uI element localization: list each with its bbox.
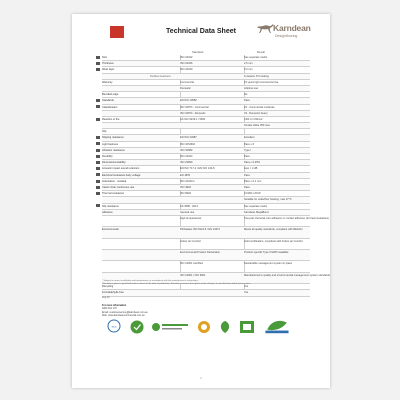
row-result: Product specific Type III EPD available bbox=[244, 251, 289, 255]
row-result: Karndean MegaBond bbox=[244, 210, 269, 214]
row-result: 2.5 mm bbox=[244, 62, 253, 66]
row-standard: Commercial bbox=[180, 80, 194, 84]
row-standard: ISO 10582 bbox=[180, 148, 193, 152]
row-standard: ISO 14001 / ISO 9001 bbox=[180, 273, 206, 277]
row-standard: ISO 24344 bbox=[180, 155, 193, 158]
row-property: Thermal resistance bbox=[102, 192, 125, 196]
contact-block bbox=[102, 304, 302, 318]
property-icon bbox=[96, 61, 101, 66]
table-row bbox=[102, 239, 310, 250]
row-standard: AS ISO 9239.1 / 5660 bbox=[180, 117, 206, 121]
row-property: Indentation - residual bbox=[102, 179, 127, 183]
floorscore-logo-icon bbox=[196, 319, 212, 335]
row-property: Adhesive bbox=[102, 210, 113, 214]
leed-logo-icon bbox=[238, 319, 256, 335]
document-ref: Aug 20 bbox=[102, 296, 110, 299]
datasheet-page bbox=[72, 14, 330, 388]
row-standard: AS 4586 : 2013 bbox=[180, 204, 198, 208]
property-icon bbox=[96, 160, 101, 165]
row-result: Two-part chemical cure adhesive or contact adhesive (for heat resistance) bbox=[244, 216, 329, 220]
property-icon bbox=[96, 173, 101, 178]
row-property: Slip bbox=[102, 130, 107, 134]
row-result: Manufactured to quality and environmental management system standards bbox=[244, 273, 330, 277]
good-environmental-choice-logo-icon bbox=[216, 319, 234, 335]
contact-phone: 1800 331 170 bbox=[102, 307, 117, 311]
property-icon bbox=[96, 142, 101, 147]
row-property: Reaction to fire bbox=[102, 117, 120, 121]
table-row bbox=[102, 216, 329, 227]
row-standard: ISO 8302 bbox=[180, 192, 191, 196]
property-icon bbox=[96, 166, 101, 171]
row-standard: EN ISO 10582 bbox=[180, 99, 197, 103]
row-standard: Phthalates ISO 8124-6 / EN 14372 bbox=[180, 228, 220, 232]
row-property: Standards bbox=[102, 99, 114, 103]
row-standard: Domestic bbox=[180, 86, 191, 90]
row-result: Pass ≤ 0.1 mm bbox=[244, 179, 262, 183]
row-result: Suitable for underfloor heating, max 27°C bbox=[244, 198, 292, 202]
row-standard: General use bbox=[180, 210, 195, 214]
row-result: Lifetime use bbox=[244, 86, 258, 90]
row-standard: ISO 14001 Certified bbox=[180, 262, 203, 266]
row-standard: Indoor air Comfort bbox=[180, 239, 201, 243]
row-result: 33 - Domestic heavy bbox=[244, 111, 268, 115]
global-greentag-logo-icon bbox=[262, 319, 292, 335]
spec-table bbox=[102, 55, 330, 297]
footnote: This data is given in good faith and is correct at the date of publication. Karndean reserves the right to make changes to specifications without prior notice. bbox=[102, 283, 251, 286]
svg-text:eco: eco bbox=[111, 324, 117, 329]
contact-email[interactable]: customerservice@karndean.com.au bbox=[109, 310, 148, 314]
row-property: Castor chair continuous use bbox=[102, 185, 135, 189]
email-label: Email: bbox=[102, 310, 109, 314]
row-standard: ISO 10874 - Commercial bbox=[180, 105, 209, 109]
row-result: ΔLw = 4 dB bbox=[244, 167, 258, 171]
row-property: Abrasion resistance bbox=[102, 148, 125, 152]
certification-logos bbox=[104, 319, 304, 337]
karndean-logo bbox=[256, 21, 316, 43]
row-result: No bbox=[244, 93, 248, 97]
row-result: 0.3 mm bbox=[244, 68, 253, 72]
brand-tagline: Designflooring bbox=[275, 34, 298, 38]
row-property: Warranty bbox=[102, 80, 113, 84]
row-result: CRF 3.1 kW/m2 bbox=[244, 117, 263, 121]
row-standard: ISO 23999 bbox=[180, 161, 193, 165]
property-icon bbox=[96, 67, 101, 72]
row-standard: ISO 24340 bbox=[180, 68, 193, 72]
brand-name: Karndean bbox=[273, 23, 311, 33]
row-result: Pass ≥ 6 bbox=[244, 142, 255, 146]
row-standard: ISO 10874 - Domestic bbox=[180, 111, 206, 115]
row-result: 15 years light commercial use bbox=[244, 80, 279, 84]
column-standard-header: Standard bbox=[192, 50, 204, 54]
row-result: Yes bbox=[244, 291, 249, 295]
property-icon bbox=[96, 98, 101, 103]
property-icon bbox=[96, 154, 101, 159]
property-icon bbox=[96, 148, 101, 153]
row-result: K-Guard+ PU coating bbox=[244, 74, 269, 78]
row-result: Sustainable management system in place bbox=[244, 262, 293, 266]
row-result: Pass bbox=[244, 185, 250, 189]
row-property: Flexibility bbox=[102, 155, 113, 158]
row-property: Electrical resistance body voltage bbox=[102, 173, 141, 177]
row-result: Meets all quality standards, compliant with REACH bbox=[244, 228, 303, 232]
row-result: Type I bbox=[244, 148, 252, 152]
gbca-logo-icon bbox=[150, 319, 190, 335]
row-property: Formaldehyde free bbox=[102, 291, 124, 295]
row-result: See separate matrix bbox=[244, 204, 268, 208]
table-row bbox=[102, 290, 310, 296]
row-result: Pass bbox=[244, 99, 250, 103]
property-icon bbox=[96, 191, 101, 196]
row-property: Slipping resistance bbox=[102, 136, 124, 140]
row-standard: ISO 105-B02 bbox=[180, 142, 195, 146]
contact-heading: For more information bbox=[102, 304, 127, 307]
row-standard: ISO 24346 bbox=[180, 62, 193, 66]
row-property: Light fastness bbox=[102, 142, 119, 146]
row-standard: EN 1815 bbox=[180, 173, 191, 177]
row-property: Recycling bbox=[102, 285, 114, 289]
property-icon bbox=[96, 179, 101, 184]
row-property: Dimensional stability bbox=[102, 161, 126, 165]
property-icon bbox=[96, 204, 101, 209]
contact-web[interactable]: www.karndeancommercial.com.au bbox=[108, 314, 145, 318]
row-result: Excellent bbox=[244, 136, 255, 140]
table-row bbox=[102, 227, 310, 238]
page-number: 1 bbox=[200, 377, 202, 380]
row-result: Smoke Value 350 max bbox=[244, 124, 270, 128]
property-icon bbox=[96, 135, 101, 140]
row-property: Size bbox=[102, 56, 108, 59]
column-result-header: Result bbox=[257, 50, 265, 54]
row-standard: ISO 24342 bbox=[180, 56, 193, 59]
footnote: * Subject to correct installation and maintenance in accordance with the manufacturer's instructions. bbox=[102, 279, 199, 282]
row-result: Pass bbox=[244, 173, 250, 177]
property-icon bbox=[96, 105, 101, 110]
row-result: Yes bbox=[244, 285, 249, 289]
property-icon bbox=[96, 185, 101, 190]
row-property: Environmental bbox=[102, 228, 119, 232]
ecospecifier-logo-icon bbox=[104, 319, 124, 335]
row-result: Pass ≤ 0.25% bbox=[244, 161, 260, 165]
row-result: 0.0166 m²K/W bbox=[244, 192, 261, 196]
row-result: 23 - Commercial moderate bbox=[244, 105, 275, 109]
row-property: Wear layer bbox=[102, 68, 115, 72]
web-label: Web: bbox=[102, 314, 108, 318]
property-icon bbox=[96, 117, 101, 122]
row-property: Classification bbox=[102, 105, 118, 109]
row-standard: ISO 24343-1 bbox=[180, 179, 195, 183]
row-property: Bevelled edge bbox=[102, 93, 119, 97]
row-property: Acoustic impact sound reduction bbox=[102, 167, 140, 171]
table-row bbox=[102, 261, 310, 272]
row-result: See separate matrix bbox=[244, 56, 268, 59]
row-standard: EN ISO 24987 bbox=[180, 136, 197, 140]
row-standard: ISO 4918 bbox=[180, 185, 191, 189]
row-property: Slip resistance bbox=[102, 204, 119, 208]
row-result: Gold certification, compliant with Indoor air Comfort bbox=[244, 239, 303, 243]
document-title: Technical Data Sheet bbox=[166, 28, 236, 35]
row-result: Pass bbox=[244, 155, 250, 158]
row-standard: High temperatures bbox=[180, 216, 202, 220]
property-icon bbox=[96, 55, 101, 60]
greentag-logo-icon bbox=[128, 319, 146, 335]
row-subproperty: Surface treatment bbox=[150, 74, 171, 78]
table-row bbox=[102, 250, 310, 261]
row-standard: EN ISO 717-2 / EN ISO 140-8 bbox=[180, 167, 215, 171]
row-property: Thickness bbox=[102, 62, 114, 66]
greyhound-icon bbox=[256, 22, 274, 34]
row-standard: Environmental Product Declaration bbox=[180, 251, 221, 255]
